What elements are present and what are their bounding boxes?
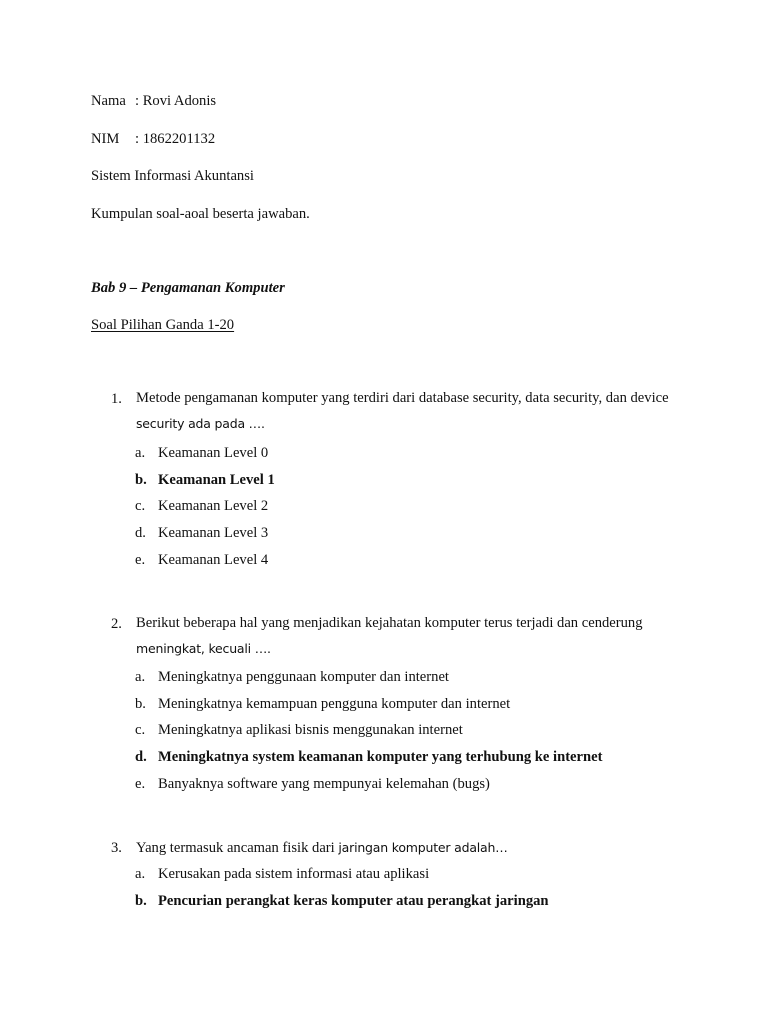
question-number: 1.	[111, 391, 122, 407]
option-text: Keamanan Level 3	[158, 525, 269, 542]
option-text: Pencurian perangkat keras komputer atau perangkat jaringan	[158, 892, 549, 909]
option-text: Keamanan Level 4	[158, 551, 269, 568]
option-text: Kerusakan pada sistem informasi atau aplikasi	[158, 866, 430, 882]
name-value: : Rovi Adonis	[135, 93, 217, 109]
nim-label: NIM	[91, 131, 120, 147]
name-line	[91, 92, 216, 110]
question-text-main: Berikut beberapa hal yang menjadikan kejahatan komputer terus terjadi dan cenderung	[136, 615, 643, 631]
question-number: 3.	[111, 840, 122, 856]
nim-line	[91, 130, 215, 148]
question-text	[136, 839, 677, 857]
option-letter: e.	[135, 775, 146, 792]
option-letter: b.	[135, 695, 146, 712]
option-text: Keamanan Level 1	[158, 471, 275, 488]
option-text: Meningkatnya penggunaan komputer dan internet	[158, 669, 449, 685]
question-text-tail: meningkat, kecuali ….	[136, 641, 271, 656]
option-letter: a.	[135, 445, 146, 461]
option-letter: b.	[135, 892, 147, 909]
option-letter: c.	[135, 498, 146, 515]
option-text: Banyaknya software yang mempunyai kelemahan (bugs)	[158, 775, 490, 792]
option-text: Keamanan Level 2	[158, 498, 269, 515]
question-text	[136, 611, 677, 662]
course-title: Sistem Informasi Akuntansi	[91, 168, 254, 184]
option-letter: a.	[135, 866, 146, 882]
option-text: Meningkatnya kemampuan pengguna komputer dan internet	[158, 695, 511, 712]
option-letter: b.	[135, 471, 147, 488]
question-text	[136, 386, 677, 437]
option-letter: d.	[135, 749, 147, 766]
name-label: Nama	[91, 93, 126, 109]
chapter-heading: Bab 9 – Pengamanan Komputer	[91, 280, 285, 296]
option-letter: e.	[135, 551, 146, 568]
question-text-main: Yang termasuk ancaman fisik dari	[136, 840, 335, 856]
option-text: Keamanan Level 0	[158, 445, 269, 461]
question-text-tail: security ada pada ….	[136, 416, 265, 431]
option-text: Meningkatnya aplikasi bisnis menggunakan internet	[158, 722, 463, 739]
question-text-main: Metode pengamanan komputer yang terdiri dari database security, data security, dan device	[136, 390, 669, 406]
option-text: Meningkatnya system keamanan komputer yang terhubung ke internet	[158, 749, 603, 766]
option-letter: a.	[135, 669, 146, 685]
question-number: 2.	[111, 616, 122, 632]
option-letter: d.	[135, 525, 146, 542]
section-heading: Soal Pilihan Ganda 1-20	[91, 317, 235, 333]
document-description: Kumpulan soal-aoal beserta jawaban.	[91, 206, 310, 222]
question-text-tail: jaringan komputer adalah…	[338, 840, 508, 855]
nim-value: : 1862201132	[135, 131, 216, 147]
option-letter: c.	[135, 722, 146, 739]
